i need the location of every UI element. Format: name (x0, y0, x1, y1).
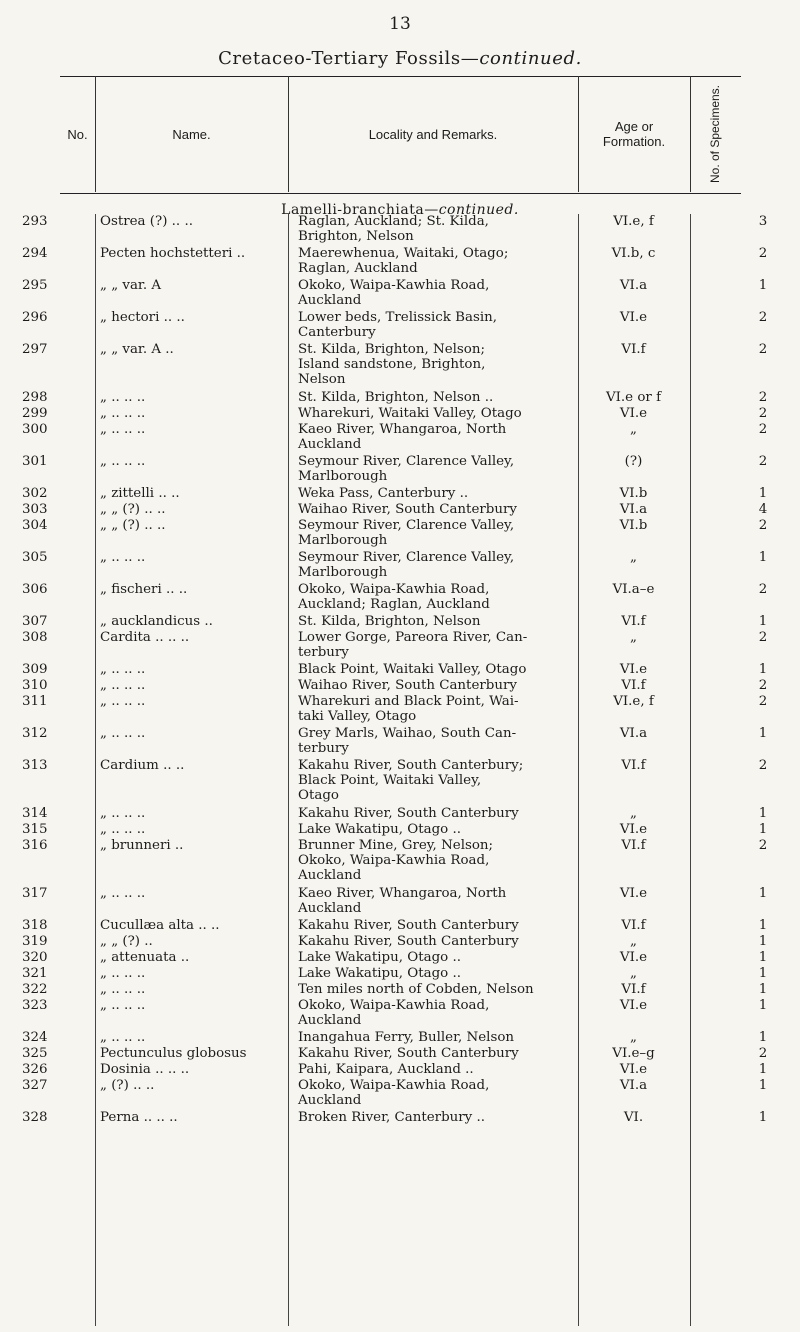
locality-remarks (298, 694, 576, 724)
specimen-count: 1 (758, 1110, 768, 1125)
specimen-count: 2 (758, 518, 768, 533)
locality-line: Lake Wakatipu, Otago .. (298, 950, 461, 965)
locality-remarks (298, 502, 576, 517)
fossil-name: „ .. .. .. (100, 454, 146, 469)
specimen-number: 317 (22, 886, 48, 901)
specimen-count: 1 (758, 726, 768, 741)
specimen-count: 4 (758, 502, 768, 517)
locality-remarks (298, 806, 576, 821)
locality-remarks (298, 950, 576, 965)
locality-line: Seymour River, Clarence Valley, (298, 550, 515, 565)
locality-remarks (298, 982, 576, 997)
locality-line: St. Kilda, Brighton, Nelson; (298, 342, 485, 357)
column-divider (578, 214, 579, 1326)
header-name: Name. (172, 126, 211, 142)
fossil-name: „ .. .. .. (100, 806, 146, 821)
fossil-name: „ aucklandicus .. (100, 614, 213, 629)
age-formation: VI.e (619, 998, 648, 1013)
locality-remarks (298, 758, 576, 803)
locality-line: Okoko, Waipa-Kawhia Road, (298, 278, 490, 293)
specimen-number: 308 (22, 630, 48, 645)
column-divider (690, 214, 691, 1326)
locality-line: Okoko, Waipa-Kawhia Road, (298, 1078, 490, 1093)
age-formation: „ (630, 934, 637, 949)
locality-line: Auckland (298, 1013, 362, 1028)
specimen-count: 1 (758, 998, 768, 1013)
locality-line: Wharekuri and Black Point, Wai- (298, 694, 519, 709)
locality-remarks (298, 390, 576, 405)
locality-line: terbury (298, 645, 349, 660)
specimen-number: 316 (22, 838, 48, 853)
specimen-number: 312 (22, 726, 48, 741)
age-formation: VI.a–e (612, 582, 655, 597)
specimen-number: 310 (22, 678, 48, 693)
specimen-count: 2 (758, 422, 768, 437)
specimen-number: 304 (22, 518, 48, 533)
locality-line: Waihao River, South Canterbury (298, 678, 517, 693)
locality-line: Auckland (298, 293, 362, 308)
specimen-count: 2 (758, 630, 768, 645)
age-formation: „ (630, 1030, 637, 1045)
fossil-name: „ .. .. .. (100, 550, 146, 565)
specimen-count: 2 (758, 310, 768, 325)
age-formation: VI.a (619, 278, 648, 293)
fossil-name: „ „ (?) .. .. (100, 518, 166, 533)
specimen-count: 2 (758, 838, 768, 853)
locality-line: Kaeo River, Whangaroa, North (298, 886, 507, 901)
page-title-main: Cretaceo-Tertiary Fossils— (218, 48, 480, 69)
age-formation: VI.f (621, 678, 646, 693)
locality-line: Raglan, Auckland; St. Kilda, (298, 214, 489, 229)
specimen-count: 1 (758, 982, 768, 997)
specimen-count: 2 (758, 342, 768, 357)
locality-line: Kakahu River, South Canterbury (298, 806, 519, 821)
age-formation: VI.e (619, 822, 648, 837)
specimen-count: 2 (758, 390, 768, 405)
fossil-name: „ .. .. .. (100, 1030, 146, 1045)
fossil-name: „ .. .. .. (100, 678, 146, 693)
locality-remarks (298, 678, 576, 693)
specimen-count: 2 (758, 582, 768, 597)
locality-line: Lower beds, Trelissick Basin, (298, 310, 498, 325)
locality-remarks (298, 934, 576, 949)
column-divider (95, 214, 96, 1326)
specimen-number: 293 (22, 214, 48, 229)
locality-line: Kakahu River, South Canterbury (298, 918, 519, 933)
locality-remarks (298, 1062, 576, 1077)
age-formation: VI.a (619, 726, 648, 741)
locality-line: Marlborough (298, 533, 388, 548)
specimen-number: 319 (22, 934, 48, 949)
locality-line: Auckland (298, 901, 362, 916)
locality-remarks (298, 822, 576, 837)
age-formation: VI.f (621, 918, 646, 933)
age-formation: VI.e (619, 886, 648, 901)
specimen-number: 313 (22, 758, 48, 773)
locality-remarks (298, 1046, 576, 1061)
specimen-count: 3 (758, 214, 768, 229)
locality-line: Okoko, Waipa-Kawhia Road, (298, 998, 490, 1013)
specimen-count: 1 (758, 934, 768, 949)
fossil-name: „ .. .. .. (100, 726, 146, 741)
fossil-name: Cardita .. .. .. (100, 630, 190, 645)
locality-line: Wharekuri, Waitaki Valley, Otago (298, 406, 522, 421)
column-divider (288, 214, 289, 1326)
locality-line: Okoko, Waipa-Kawhia Road, (298, 853, 490, 868)
locality-line: Broken River, Canterbury .. (298, 1110, 486, 1125)
specimen-number: 309 (22, 662, 48, 677)
age-formation: VI.f (621, 838, 646, 853)
age-formation: VI.b, c (611, 246, 656, 261)
specimen-number: 323 (22, 998, 48, 1013)
specimen-number: 297 (22, 342, 48, 357)
locality-remarks (298, 838, 576, 883)
locality-line: St. Kilda, Brighton, Nelson (298, 614, 481, 629)
fossil-name: Pectunculus globosus (100, 1046, 247, 1061)
section-heading-main: Lamelli-branchiata— (281, 202, 439, 218)
locality-remarks (298, 246, 576, 276)
specimen-number: 302 (22, 486, 48, 501)
locality-remarks (298, 454, 576, 484)
specimen-count: 2 (758, 406, 768, 421)
specimen-number: 307 (22, 614, 48, 629)
locality-line: Brighton, Nelson (298, 229, 414, 244)
locality-remarks (298, 518, 576, 548)
fossil-name: „ „ var. A .. (100, 342, 174, 357)
locality-line: Canterbury (298, 325, 376, 340)
specimen-number: 314 (22, 806, 48, 821)
fossil-name: „ .. .. .. (100, 406, 146, 421)
fossil-name: Cucullæa alta .. .. (100, 918, 220, 933)
age-formation: VI.e (619, 662, 648, 677)
fossil-name: Dosinia .. .. .. (100, 1062, 190, 1077)
page-title-continued: continued. (479, 48, 582, 69)
locality-line: Nelson (298, 372, 346, 387)
locality-line: Kakahu River, South Canterbury (298, 1046, 519, 1061)
age-formation: „ (630, 966, 637, 981)
section-heading-continued: continued. (438, 202, 519, 218)
specimen-number: 315 (22, 822, 48, 837)
locality-remarks (298, 614, 576, 629)
specimen-number: 326 (22, 1062, 48, 1077)
locality-line: Lower Gorge, Pareora River, Can- (298, 630, 528, 645)
locality-remarks (298, 1030, 576, 1045)
age-formation: „ (630, 630, 637, 645)
locality-line: Marlborough (298, 469, 388, 484)
specimen-count: 1 (758, 822, 768, 837)
age-formation: VI.f (621, 758, 646, 773)
locality-remarks (298, 886, 576, 916)
specimen-count: 1 (758, 1078, 768, 1093)
specimen-count: 2 (758, 1046, 768, 1061)
locality-line: Kakahu River, South Canterbury; (298, 758, 524, 773)
specimen-number: 321 (22, 966, 48, 981)
locality-line: Auckland; Raglan, Auckland (298, 597, 490, 612)
specimen-count: 1 (758, 1030, 768, 1045)
locality-line: Auckland (298, 1093, 362, 1108)
header-age-line2: Formation. (602, 134, 666, 149)
specimen-number: 296 (22, 310, 48, 325)
fossil-name: „ attenuata .. (100, 950, 190, 965)
fossil-name: „ „ (?) .. .. (100, 502, 166, 517)
header-age-line1: Age or (614, 119, 654, 134)
locality-line: Auckland (298, 437, 362, 452)
specimen-number: 328 (22, 1110, 48, 1125)
age-formation: VI.e–g (612, 1046, 655, 1061)
fossil-name: Cardium .. .. (100, 758, 185, 773)
locality-line: Raglan, Auckland (298, 261, 418, 276)
age-formation: VI.a (619, 502, 648, 517)
age-formation: (?) (624, 454, 643, 469)
age-formation: VI.e (619, 1062, 648, 1077)
header-specimens-label: No. of Specimens. (708, 84, 723, 184)
locality-remarks (298, 214, 576, 244)
age-formation: VI. (623, 1110, 644, 1125)
specimen-number: 320 (22, 950, 48, 965)
age-formation: VI.f (621, 614, 646, 629)
locality-line: Otago (298, 788, 339, 803)
specimen-count: 1 (758, 614, 768, 629)
locality-remarks (298, 966, 576, 981)
specimen-count: 2 (758, 678, 768, 693)
fossil-name: „ zittelli .. .. (100, 486, 180, 501)
age-formation: VI.e, f (613, 214, 654, 229)
locality-remarks (298, 918, 576, 933)
locality-line: Seymour River, Clarence Valley, (298, 454, 515, 469)
specimen-count: 1 (758, 278, 768, 293)
fossil-name: „ .. .. .. (100, 982, 146, 997)
fossil-name: Perna .. .. .. (100, 1110, 178, 1125)
locality-remarks (298, 486, 576, 501)
locality-remarks (298, 342, 576, 387)
specimen-number: 318 (22, 918, 48, 933)
locality-line: St. Kilda, Brighton, Nelson .. (298, 390, 494, 405)
locality-remarks (298, 406, 576, 421)
locality-line: Marlborough (298, 565, 388, 580)
specimen-count: 1 (758, 486, 768, 501)
locality-line: Kaeo River, Whangaroa, North (298, 422, 507, 437)
locality-remarks (298, 422, 576, 452)
specimen-number: 324 (22, 1030, 48, 1045)
age-formation: „ (630, 550, 637, 565)
locality-line: Pahi, Kaipara, Auckland .. (298, 1062, 474, 1077)
fossil-name: „ .. .. .. (100, 694, 146, 709)
fossil-name: „ .. .. .. (100, 886, 146, 901)
header-no: No. (67, 126, 88, 142)
locality-line: Inangahua Ferry, Buller, Nelson (298, 1030, 515, 1045)
page-number: 13 (389, 14, 411, 34)
locality-line: terbury (298, 741, 349, 756)
specimen-count: 1 (758, 1062, 768, 1077)
locality-remarks (298, 1110, 576, 1125)
specimen-number: 294 (22, 246, 48, 261)
specimen-number: 311 (22, 694, 48, 709)
specimen-number: 325 (22, 1046, 48, 1061)
fossil-name: „ .. .. .. (100, 662, 146, 677)
header-locality: Locality and Remarks. (368, 126, 498, 142)
specimen-count: 1 (758, 662, 768, 677)
locality-line: Black Point, Waitaki Valley, Otago (298, 662, 527, 677)
specimen-count: 2 (758, 694, 768, 709)
age-formation: VI.e or f (605, 390, 662, 405)
specimen-count: 1 (758, 806, 768, 821)
age-formation: VI.e, f (613, 694, 654, 709)
locality-line: Seymour River, Clarence Valley, (298, 518, 515, 533)
fossil-name: „ .. .. .. (100, 422, 146, 437)
locality-remarks (298, 550, 576, 580)
locality-line: Island sandstone, Brighton, (298, 357, 486, 372)
page-title (0, 48, 800, 69)
specimen-count: 2 (758, 454, 768, 469)
age-formation: VI.e (619, 950, 648, 965)
specimen-number: 303 (22, 502, 48, 517)
locality-remarks (298, 582, 576, 612)
fossil-name: „ „ (?) .. (100, 934, 153, 949)
specimen-count: 1 (758, 886, 768, 901)
locality-line: Brunner Mine, Grey, Nelson; (298, 838, 494, 853)
specimen-count: 2 (758, 758, 768, 773)
age-formation: VI.b (619, 518, 648, 533)
specimen-number: 305 (22, 550, 48, 565)
fossil-name: „ .. .. .. (100, 390, 146, 405)
locality-line: Lake Wakatipu, Otago .. (298, 822, 461, 837)
age-formation: „ (630, 422, 637, 437)
specimen-number: 300 (22, 422, 48, 437)
age-formation: VI.f (621, 342, 646, 357)
locality-line: Kakahu River, South Canterbury (298, 934, 519, 949)
fossil-name: „ (?) .. .. (100, 1078, 155, 1093)
locality-line: Ten miles north of Cobden, Nelson (298, 982, 534, 997)
fossil-name: Ostrea (?) .. .. (100, 214, 193, 229)
age-formation: VI.b (619, 486, 648, 501)
locality-line: Lake Wakatipu, Otago .. (298, 966, 461, 981)
age-formation: VI.f (621, 982, 646, 997)
locality-line: Weka Pass, Canterbury .. (298, 486, 469, 501)
header-age (578, 76, 690, 192)
fossil-name: „ .. .. .. (100, 998, 146, 1013)
locality-remarks (298, 278, 576, 308)
fossil-name: „ „ var. A (100, 278, 162, 293)
locality-remarks (298, 630, 576, 660)
specimen-number: 298 (22, 390, 48, 405)
fossil-name: „ .. .. .. (100, 822, 146, 837)
fossil-name: „ .. .. .. (100, 966, 146, 981)
locality-line: Auckland (298, 868, 362, 883)
locality-line: Waihao River, South Canterbury (298, 502, 517, 517)
specimen-count: 1 (758, 950, 768, 965)
fossil-name: „ fischeri .. .. (100, 582, 188, 597)
locality-remarks (298, 310, 576, 340)
fossil-name: Pecten hochstetteri .. (100, 246, 246, 261)
header-specimens (690, 76, 741, 192)
locality-line: taki Valley, Otago (298, 709, 417, 724)
locality-remarks (298, 726, 576, 756)
age-formation: VI.a (619, 1078, 648, 1093)
locality-line: Maerewhenua, Waitaki, Otago; (298, 246, 509, 261)
specimen-count: 1 (758, 966, 768, 981)
locality-line: Okoko, Waipa-Kawhia Road, (298, 582, 490, 597)
fossil-name: „ hectori .. .. (100, 310, 185, 325)
locality-line: Black Point, Waitaki Valley, (298, 773, 482, 788)
locality-remarks (298, 1078, 576, 1108)
fossil-name: „ brunneri .. (100, 838, 184, 853)
specimen-count: 1 (758, 550, 768, 565)
specimen-number: 295 (22, 278, 48, 293)
specimen-number: 322 (22, 982, 48, 997)
age-formation: „ (630, 806, 637, 821)
locality-line: Grey Marls, Waihao, South Can- (298, 726, 517, 741)
age-formation: VI.e (619, 310, 648, 325)
locality-remarks (298, 662, 576, 677)
specimen-number: 301 (22, 454, 48, 469)
specimen-number: 299 (22, 406, 48, 421)
age-formation: VI.e (619, 406, 648, 421)
specimen-count: 1 (758, 918, 768, 933)
specimen-count: 2 (758, 246, 768, 261)
specimen-number: 327 (22, 1078, 48, 1093)
locality-remarks (298, 998, 576, 1028)
specimen-number: 306 (22, 582, 48, 597)
